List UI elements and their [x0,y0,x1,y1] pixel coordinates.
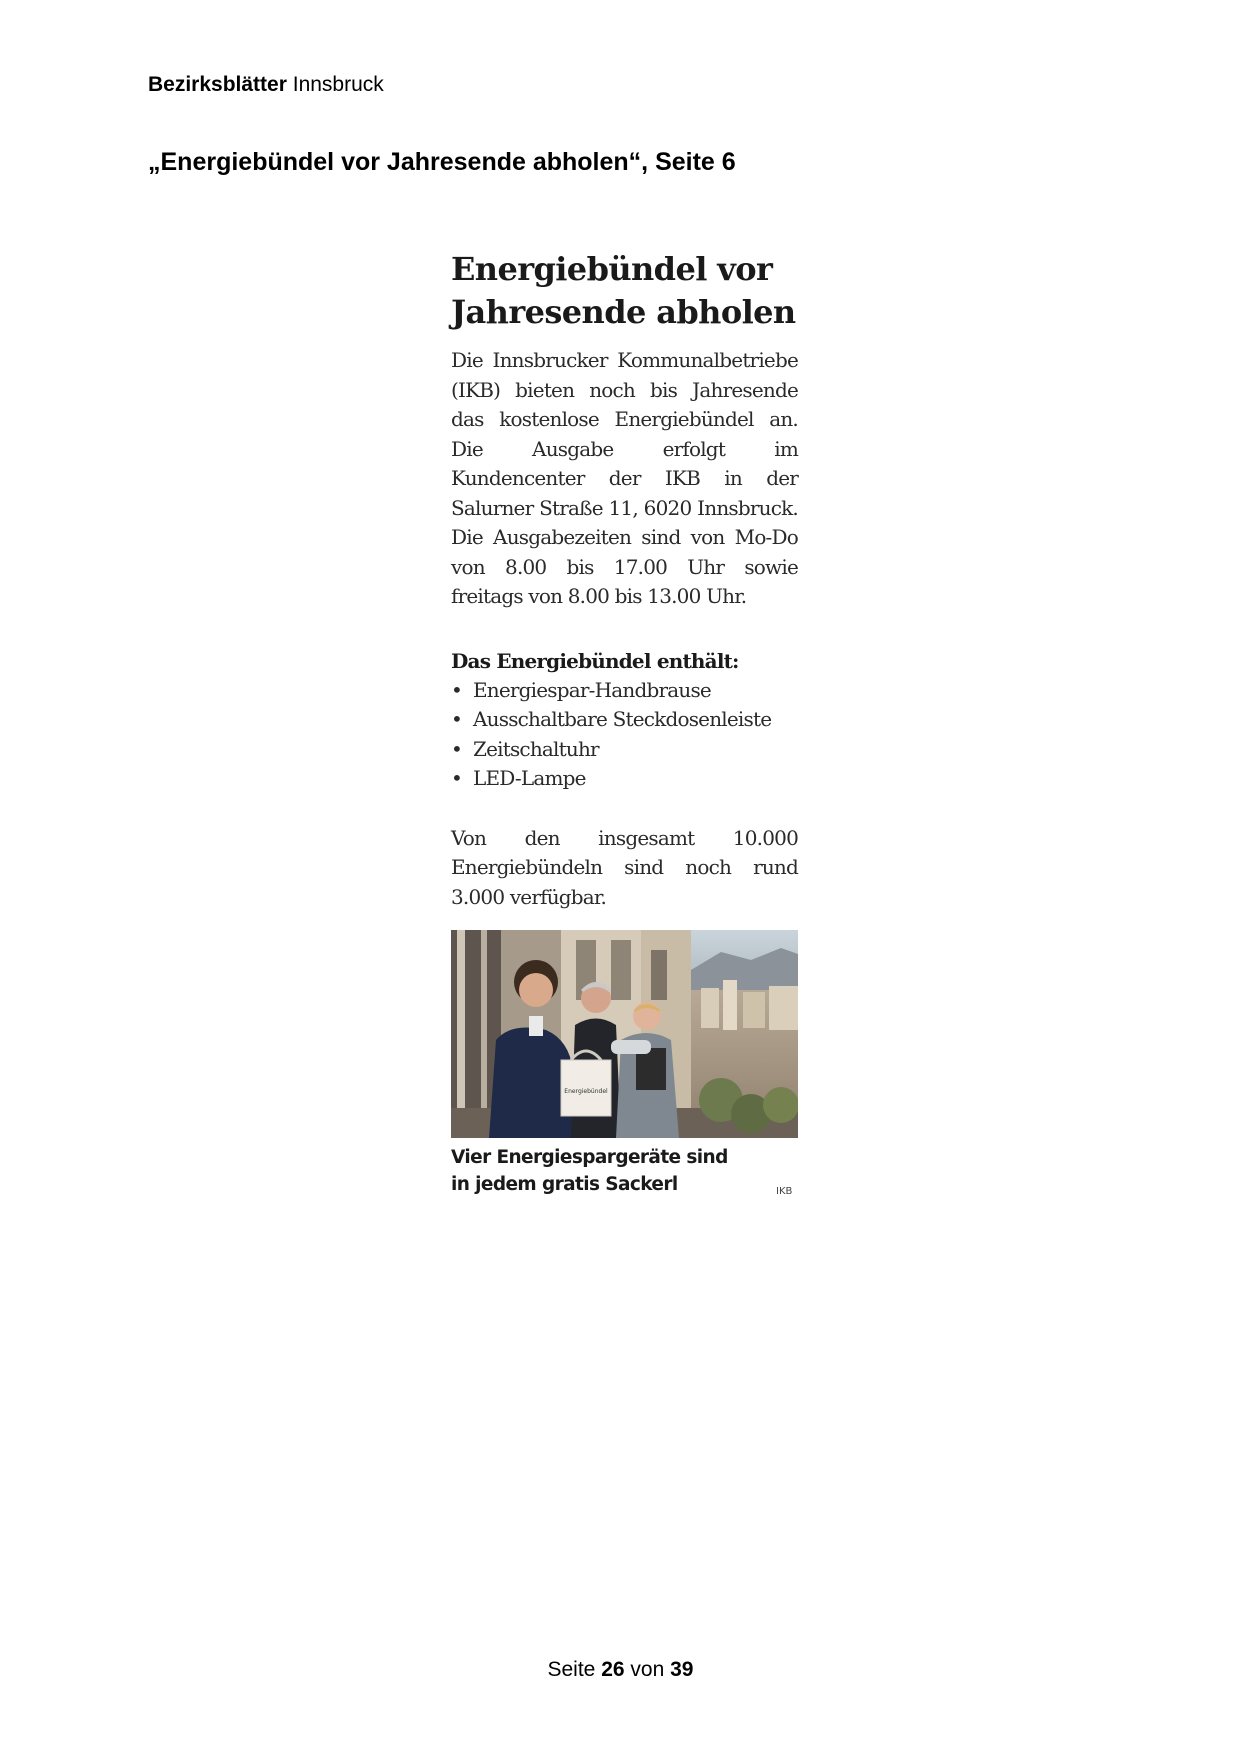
photo-credit: IKB [776,1186,793,1197]
bullet-icon: • [451,736,462,761]
list-heading: Das Energiebündel enthält: [451,648,739,673]
article-photo [451,930,798,1138]
article-headline [451,248,798,334]
current-page: 26 [601,1658,625,1681]
article-body: Die Innsbrucker Kommunalbetriebe (IKB) bieten noch bis Jahresende das kostenlose Energiebündel an. Die Ausgabe erfolgt im Kundencenter der IKB in der Salurner Straße 11, 6020 Innsbruck. Die Ausgabezeiten sind von Mo-Do von 8.00 bis 17.00 Uhr sowie freitags von 8.00 bis 13.00 Uhr. [451,348,798,608]
newspaper-clipping [451,248,798,912]
page-number-separator: von [630,1658,665,1681]
headline-line-1: Energiebündel vor [451,250,773,288]
closing-paragraph: Von den insgesamt 10.000 Energiebündeln sind noch rund 3.000 verfügbar. [451,825,798,909]
list-item: • LED-Lampe [451,764,798,794]
bullet-icon: • [451,677,462,702]
item-list [451,676,798,794]
list-item: • Ausschaltbare Steckdosenleiste [451,705,798,735]
page-number [0,1658,1241,1682]
bag-label: Energiebündel [564,1088,608,1095]
bullet-icon: • [451,707,462,731]
document-title: „Energiebündel vor Jahresende abholen“, Seite 6 [148,148,736,176]
list-item: • Zeitschaltuhr [451,735,798,765]
total-pages: 39 [670,1658,694,1681]
list-item: • Energiespar-Handbrause [451,676,798,706]
publication-name-bold: Bezirksblätter [148,73,287,96]
publication-name-region: Innsbruck [292,73,384,96]
page-number-prefix: Seite [547,1658,596,1681]
publication-name [148,73,384,97]
photo-caption: Vier Energiespargeräte sind in jedem gratis Sackerl [451,1147,728,1195]
bullet-icon: • [451,766,462,790]
headline-line-2: Jahresende abholen [451,293,796,331]
